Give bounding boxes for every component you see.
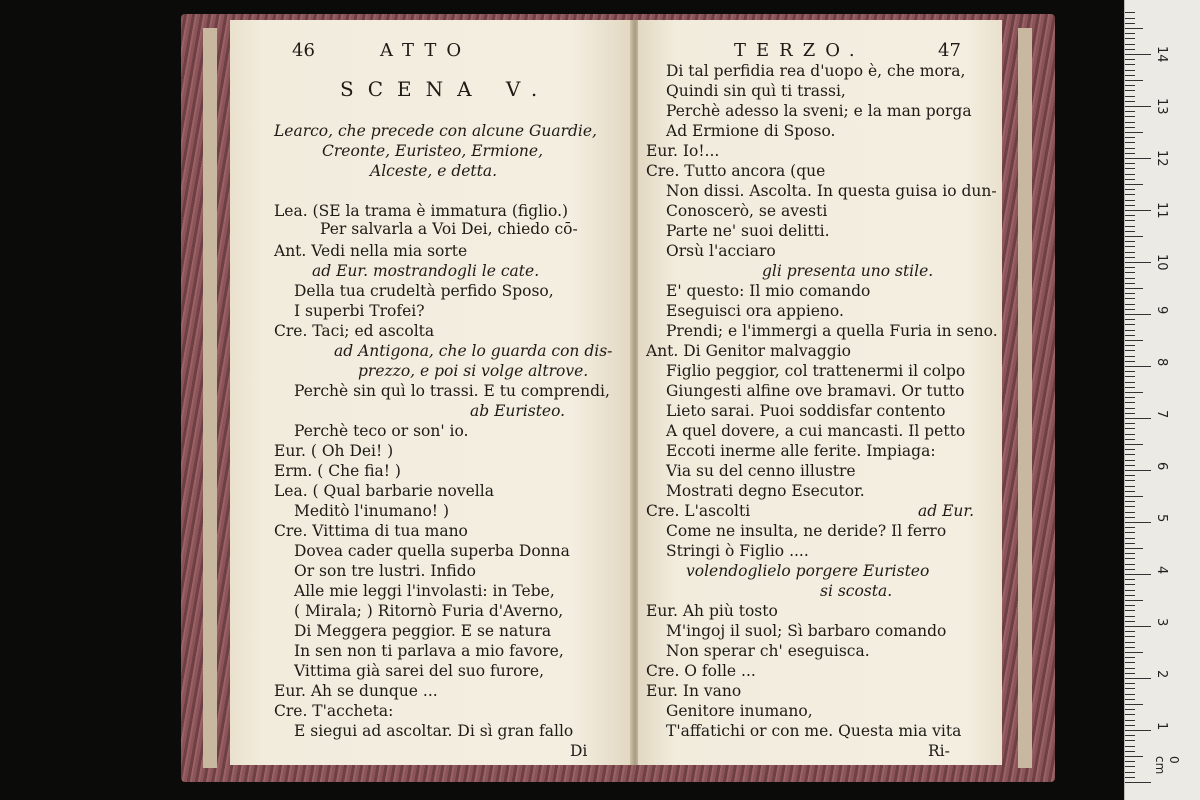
text-line: Genitore inumano,: [666, 702, 813, 720]
ruler-tick: [1125, 80, 1143, 81]
ruler-tick: [1125, 122, 1135, 123]
ruler-tick: [1125, 595, 1135, 596]
ruler-tick: [1125, 70, 1135, 71]
ruler-tick: [1125, 777, 1135, 778]
ruler-tick: [1125, 168, 1135, 169]
ruler-tick: [1125, 538, 1135, 539]
ruler-tick: [1125, 288, 1143, 289]
ruler-tick: [1125, 439, 1135, 440]
ruler-tick: [1125, 49, 1135, 50]
ruler-tick: [1125, 387, 1135, 388]
ruler-tick: [1125, 132, 1143, 133]
text-line: Perchè sin quì lo trassi. E tu comprendi,: [294, 382, 610, 400]
left-running-head: ATTO: [380, 40, 472, 61]
ruler-tick: [1125, 642, 1135, 643]
ruler-tick: [1125, 397, 1135, 398]
ruler-tick: [1125, 293, 1135, 294]
text-line: Figlio peggior, col trattenermi il colpo: [666, 362, 966, 380]
ruler-tick: [1125, 600, 1143, 601]
text-line: Per salvarla a Voi Dei, chiedo cō-: [320, 220, 578, 238]
ruler-tick: [1125, 96, 1135, 97]
ruler-tick: [1125, 569, 1135, 570]
left-page: [230, 20, 632, 765]
text-line: gli presenta uno stile.: [762, 262, 934, 280]
ruler-tick: [1125, 272, 1135, 273]
ruler-tick: [1125, 480, 1135, 481]
ruler-tick: [1125, 184, 1143, 185]
ruler-label: 1: [1154, 722, 1169, 731]
ruler-tick: [1125, 714, 1135, 715]
ruler-tick: [1125, 392, 1143, 393]
ruler-tick: [1125, 324, 1135, 325]
ruler-tick: [1125, 309, 1135, 310]
ruler-tick: [1125, 532, 1135, 533]
text-line: Learco, che precede con alcune Guardie,: [274, 122, 597, 140]
text-line: Conoscerò, se avesti: [666, 202, 828, 220]
ruler-tick: [1125, 205, 1135, 206]
ruler-tick: [1125, 64, 1135, 65]
ruler-tick: [1125, 673, 1135, 674]
ruler-tick: [1125, 428, 1135, 429]
ruler-tick: [1125, 761, 1135, 762]
text-line: si scosta.: [820, 582, 893, 600]
ruler-tick: [1125, 371, 1135, 372]
ruler-tick: [1125, 631, 1135, 632]
ruler-tick: [1125, 174, 1135, 175]
text-line: Mostrati degno Esecutor.: [666, 482, 865, 500]
ruler-tick: [1125, 522, 1151, 523]
text-line: Perchè teco or son' io.: [294, 422, 469, 440]
ruler-tick: [1125, 148, 1135, 149]
text-line: Alceste, e detta.: [370, 162, 498, 180]
catchword: Di: [570, 742, 588, 760]
text-line: Cre. Tutto ancora (que: [646, 162, 826, 180]
ruler-tick: [1125, 470, 1151, 471]
ruler-tick: [1125, 584, 1135, 585]
ruler-label: 4: [1154, 566, 1169, 575]
text-line: Lea. (SE la trama è immatura (figlio.): [274, 202, 569, 220]
ruler-tick: [1125, 460, 1135, 461]
text-line: Creonte, Euristeo, Ermione,: [322, 142, 544, 160]
ruler-tick: [1125, 85, 1135, 86]
text-line: Via su del cenno illustre: [666, 462, 856, 480]
ruler-tick: [1125, 252, 1135, 253]
text-line: Di Meggera peggior. E se natura: [294, 622, 552, 640]
text-line: prezzo, e poi si volge altrove.: [358, 362, 589, 380]
text-line: Non sperar ch' eseguisca.: [666, 642, 870, 660]
ruler-tick: [1125, 751, 1135, 752]
ruler-tick: [1125, 548, 1143, 549]
ruler-tick: [1125, 678, 1151, 679]
text-line: volendoglielo porgere Euristeo: [686, 562, 930, 580]
ruler-tick: [1125, 688, 1135, 689]
ruler-tick: [1125, 517, 1135, 518]
ruler-tick: [1125, 725, 1135, 726]
ruler-label: 9: [1154, 306, 1169, 315]
ruler-label: 5: [1154, 514, 1169, 523]
right-page-edges: [1018, 28, 1032, 768]
ruler-label: 6: [1154, 462, 1169, 471]
ruler-tick: [1125, 236, 1143, 237]
ruler-tick: [1125, 278, 1135, 279]
ruler-tick: [1125, 449, 1135, 450]
ruler-tick: [1125, 740, 1135, 741]
ruler-tick: [1125, 59, 1135, 60]
text-line: Cre. Taci; ed ascolta: [274, 322, 435, 340]
text-line: Cre. L'ascolti: [646, 502, 751, 520]
ruler-tick: [1125, 226, 1135, 227]
ruler-tick: [1125, 683, 1135, 684]
ruler-tick: [1125, 220, 1135, 221]
ruler-tick: [1125, 116, 1135, 117]
text-line: Or son tre lustri. Infido: [294, 562, 477, 580]
ruler-tick: [1125, 506, 1135, 507]
text-line: Eur. Ah più tosto: [646, 602, 778, 620]
ruler-tick: [1125, 402, 1135, 403]
ruler-label: 13: [1154, 98, 1169, 115]
ruler-tick: [1125, 179, 1135, 180]
text-line: T'affatichi or con me. Questa mia vita: [666, 722, 962, 740]
ruler-tick: [1125, 106, 1151, 107]
ruler-tick: [1125, 434, 1135, 435]
ruler-tick: [1125, 319, 1135, 320]
ruler-tick: [1125, 335, 1135, 336]
text-line: Eur. In vano: [646, 682, 742, 700]
text-line: Ad Ermione di Sposo.: [666, 122, 836, 140]
ruler-tick: [1125, 730, 1151, 731]
ruler-tick: [1125, 200, 1135, 201]
ruler-tick: [1125, 486, 1135, 487]
ruler-tick: [1125, 746, 1135, 747]
text-line: Prendi; e l'immergi a quella Furia in seno.: [666, 322, 998, 340]
ruler-tick: [1125, 90, 1135, 91]
ruler-tick: [1125, 720, 1135, 721]
ruler-label: 8: [1154, 358, 1169, 367]
text-line: Meditò l'inumano! ): [294, 502, 450, 520]
ruler-tick: [1125, 543, 1135, 544]
ruler-tick: [1125, 111, 1135, 112]
ruler-tick: [1125, 527, 1135, 528]
ruler-tick: [1125, 558, 1135, 559]
text-line: Quindi sin quì ti trassi,: [666, 82, 846, 100]
right-page-number: 47: [938, 40, 961, 61]
ruler-tick: [1125, 127, 1135, 128]
ruler-tick: [1125, 704, 1143, 705]
ruler-tick: [1125, 408, 1135, 409]
text-line: E siegui ad ascoltar. Di sì gran fallo: [294, 722, 574, 740]
ruler-tick: [1125, 194, 1135, 195]
text-line: ( Mirala; ) Ritornò Furia d'Averno,: [294, 602, 564, 620]
ruler-tick: [1125, 668, 1135, 669]
ruler-tick: [1125, 54, 1151, 55]
ruler-tick: [1125, 163, 1135, 164]
text-line: Della tua crudeltà perfido Sposo,: [294, 282, 554, 300]
text-line: Ant. Vedi nella mia sorte: [274, 242, 468, 260]
ruler-tick: [1125, 241, 1135, 242]
ruler-tick: [1125, 75, 1135, 76]
ruler-tick: [1125, 137, 1135, 138]
ruler-tick: [1125, 512, 1135, 513]
ruler-label: 3: [1154, 618, 1169, 627]
ruler-tick: [1125, 454, 1135, 455]
text-line: Erm. ( Che fia! ): [274, 462, 401, 480]
ruler-tick: [1125, 766, 1135, 767]
text-line: I superbi Trofei?: [294, 302, 425, 320]
ruler-tick: [1125, 709, 1135, 710]
ruler-tick: [1125, 23, 1135, 24]
ruler-tick: [1125, 283, 1135, 284]
text-line: Ant. Di Genitor malvaggio: [646, 342, 851, 360]
text-line: Orsù l'acciaro: [666, 242, 776, 260]
text-line: ad Eur.: [918, 502, 975, 520]
ruler-tick: [1125, 626, 1151, 627]
ruler-tick: [1125, 210, 1151, 211]
ruler-tick: [1125, 662, 1135, 663]
ruler-unit-label: 0 cm: [1153, 756, 1181, 775]
scene-title: SCENA V.: [340, 77, 552, 101]
ruler-tick: [1125, 345, 1135, 346]
ruler-tick: [1125, 590, 1135, 591]
ruler-tick: [1125, 444, 1143, 445]
text-line: Eur. ( Oh Dei! ): [274, 442, 394, 460]
ruler-tick: [1125, 423, 1135, 424]
ruler-tick: [1125, 756, 1143, 757]
ruler-tick: [1125, 44, 1135, 45]
text-line: M'ingoj il suol; Sì barbaro comando: [666, 622, 947, 640]
text-line: Come ne insulta, ne deride? Il ferro: [666, 522, 947, 540]
ruler-tick: [1125, 189, 1135, 190]
ruler-tick: [1125, 465, 1135, 466]
ruler-tick: [1125, 257, 1135, 258]
ruler-tick: [1125, 636, 1135, 637]
text-line: Perchè adesso la sveni; e la man porga: [666, 102, 972, 120]
text-line: ab Euristeo.: [470, 402, 566, 420]
ruler-tick: [1125, 496, 1143, 497]
ruler-tick: [1125, 314, 1151, 315]
ruler-label: 2: [1154, 670, 1169, 679]
ruler-tick: [1125, 246, 1135, 247]
text-line: Lieto sarai. Puoi soddisfar contento: [666, 402, 946, 420]
ruler-tick: [1125, 142, 1135, 143]
text-line: Eseguisci ora appieno.: [666, 302, 844, 320]
measurement-ruler: [1124, 0, 1200, 800]
ruler-tick: [1125, 475, 1135, 476]
ruler-tick: [1125, 330, 1135, 331]
ruler-tick: [1125, 356, 1135, 357]
ruler-tick: [1125, 610, 1135, 611]
ruler-tick: [1125, 564, 1135, 565]
text-line: Cre. O folle ...: [646, 662, 756, 680]
text-line: Non dissi. Ascolta. In questa guisa io dun-: [666, 182, 997, 200]
ruler-tick: [1125, 699, 1135, 700]
ruler-tick: [1125, 298, 1135, 299]
ruler-tick: [1125, 376, 1135, 377]
ruler-tick: [1125, 267, 1135, 268]
ruler-tick: [1125, 782, 1151, 783]
ruler-tick: [1125, 361, 1135, 362]
left-page-edges: [203, 28, 217, 768]
text-line: ad Antigona, che lo guarda con dis-: [334, 342, 613, 360]
right-page: [638, 20, 1002, 765]
right-running-head: TERZO.: [734, 40, 865, 61]
ruler-tick: [1125, 657, 1135, 658]
ruler-tick: [1125, 501, 1135, 502]
text-line: ad Eur. mostrandogli le cate.: [312, 262, 540, 280]
text-line: Di tal perfidia rea d'uopo è, che mora,: [666, 62, 966, 80]
text-line: Parte ne' suoi delitti.: [666, 222, 830, 240]
ruler-tick: [1125, 647, 1135, 648]
ruler-tick: [1125, 694, 1135, 695]
ruler-tick: [1125, 18, 1135, 19]
text-line: Cre. Vittima di tua mano: [274, 522, 468, 540]
text-line: Eur. Ah se dunque ...: [274, 682, 438, 700]
ruler-tick: [1125, 304, 1135, 305]
ruler-label: 11: [1154, 202, 1169, 219]
text-line: Lea. ( Qual barbarie novella: [274, 482, 494, 500]
ruler-label: 12: [1154, 150, 1169, 167]
text-line: Eccoti inerme alle ferite. Impiaga:: [666, 442, 936, 460]
text-line: Eur. Io!...: [646, 142, 720, 160]
ruler-tick: [1125, 33, 1135, 34]
ruler-label: 7: [1154, 410, 1169, 419]
ruler-tick: [1125, 38, 1135, 39]
ruler-tick: [1125, 418, 1151, 419]
ruler-tick: [1125, 652, 1143, 653]
ruler-tick: [1125, 153, 1135, 154]
left-page-number: 46: [292, 40, 315, 61]
text-line: E' questo: Il mio comando: [666, 282, 871, 300]
ruler-tick: [1125, 413, 1135, 414]
ruler-tick: [1125, 366, 1151, 367]
ruler-tick: [1125, 616, 1135, 617]
text-line: Alle mie leggi l'involasti: in Tebe,: [294, 582, 555, 600]
ruler-tick: [1125, 262, 1151, 263]
ruler-tick: [1125, 605, 1135, 606]
ruler-tick: [1125, 12, 1135, 13]
ruler-tick: [1125, 215, 1135, 216]
ruler-tick: [1125, 350, 1135, 351]
ruler-tick: [1125, 231, 1135, 232]
ruler-tick: [1125, 553, 1135, 554]
catchword: Ri-: [928, 742, 950, 760]
text-line: Dovea cader quella superba Donna: [294, 542, 570, 560]
text-line: Stringi ò Figlio ....: [666, 542, 809, 560]
text-line: A quel dovere, a cui mancasti. Il petto: [666, 422, 966, 440]
text-line: Giungesti alfine ove bramavi. Or tutto: [666, 382, 965, 400]
ruler-tick: [1125, 28, 1143, 29]
text-line: Vittima già sarei del suo furore,: [294, 662, 545, 680]
ruler-tick: [1125, 735, 1135, 736]
ruler-tick: [1125, 491, 1135, 492]
ruler-tick: [1125, 382, 1135, 383]
ruler-tick: [1125, 579, 1135, 580]
ruler-tick: [1125, 101, 1135, 102]
ruler-tick: [1125, 574, 1151, 575]
text-line: In sen non ti parlava a mio favore,: [294, 642, 564, 660]
ruler-tick: [1125, 772, 1135, 773]
ruler-label: 10: [1154, 254, 1169, 271]
text-line: Cre. T'accheta:: [274, 702, 394, 720]
ruler-tick: [1125, 621, 1135, 622]
ruler-label: 14: [1154, 46, 1169, 63]
ruler-tick: [1125, 340, 1143, 341]
ruler-tick: [1125, 158, 1151, 159]
